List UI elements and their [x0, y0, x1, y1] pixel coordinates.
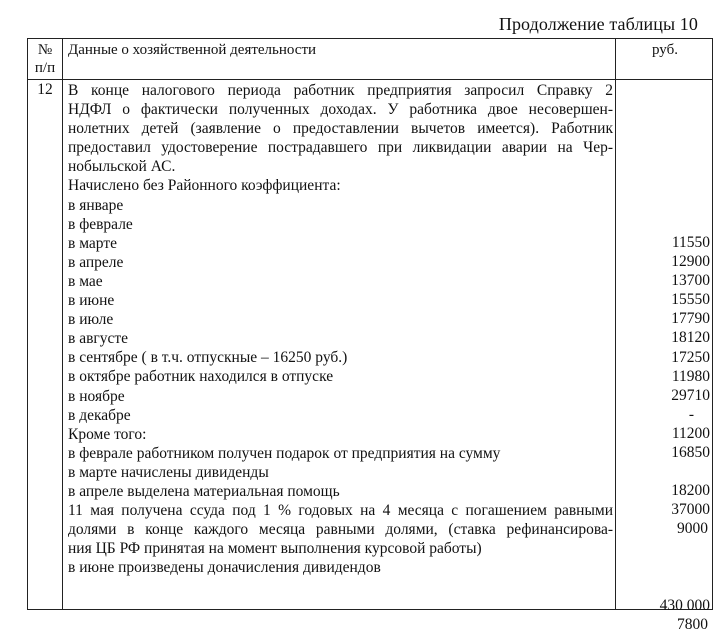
- spacer: [616, 462, 710, 481]
- intro-line: нобыльской АС.: [68, 158, 176, 176]
- month-value: 12900: [671, 253, 710, 271]
- intro-line: В конце налогового периода работник предприятия запросил Справку 2: [68, 82, 613, 99]
- extra-value: 9000: [677, 520, 708, 538]
- header-divider: [28, 79, 712, 80]
- month-value: 11200: [671, 424, 710, 442]
- extra-label: в марте начислены дивиденды: [68, 463, 269, 481]
- header-number-abbr: п/п: [34, 60, 56, 76]
- month-value: -: [688, 405, 694, 423]
- row-number: 12: [37, 81, 53, 98]
- intro-line: нолетних детей (заявление о предоставлении вычетов имеется). Работник: [68, 120, 613, 138]
- month-label: в июле: [68, 311, 114, 329]
- month-value: 13700: [671, 272, 710, 290]
- tail-value: 7800: [677, 615, 708, 633]
- header-number-symbol: №: [37, 42, 53, 58]
- last-item-value: 430 000: [659, 596, 710, 614]
- month-label: в июне: [68, 292, 115, 310]
- extra-label: в апреле выделена материальная помощь: [68, 482, 340, 500]
- extra-label: в феврале работником получен подарок от предприятия на сумму: [68, 444, 501, 462]
- month-label: в апреле: [68, 253, 124, 271]
- month-label: в августе: [68, 330, 129, 348]
- extra-value: 37000: [671, 501, 710, 519]
- month-label: в сентябре ( в т.ч. отпускные – 16250 руб.): [68, 349, 348, 367]
- month-value: 11550: [671, 234, 710, 251]
- row-values: [616, 233, 710, 634]
- spacer: [616, 539, 710, 558]
- spacer: [616, 577, 710, 596]
- month-label: в мае: [68, 272, 103, 290]
- intro-line: НДФЛ о фактически полученных доходах. У работника двое несовершен-: [68, 101, 613, 119]
- month-value: 11980: [671, 367, 710, 385]
- besides-heading: Кроме того:: [68, 425, 147, 443]
- month-label: в марте: [68, 234, 117, 252]
- table-caption: Продолжение таблицы 10: [498, 14, 698, 34]
- month-label: в ноябре: [68, 387, 125, 405]
- loan-line: 11 мая получена ссуда под 1 % годовых на 4 месяца с погашением равными: [68, 502, 613, 520]
- month-value: 17790: [671, 310, 710, 328]
- header-description: Данные о хозяйственной деятельности: [68, 42, 317, 58]
- accrued-heading: Начислено без Районного коэффициента:: [68, 177, 341, 195]
- column-divider: [62, 39, 63, 609]
- month-label: в декабре: [68, 406, 131, 424]
- month-value: 17250: [671, 348, 710, 366]
- month-label: в феврале: [68, 215, 133, 233]
- intro-line: предоставил удостоверение пострадавшего при ликвидации аварии на Чер-: [68, 139, 613, 157]
- data-table: [27, 38, 713, 633]
- row-description: [68, 81, 613, 577]
- loan-line: ния ЦБ РФ принятая на момент выполнения курсовой работы): [68, 540, 482, 558]
- extra-value: 18200: [671, 482, 710, 500]
- month-value: 15550: [671, 291, 710, 309]
- header-unit: руб.: [652, 42, 678, 58]
- loan-line: долями в конце каждого месяца равными долями, (ставка рефинансирова-: [68, 521, 613, 539]
- month-value: 18120: [671, 329, 710, 347]
- month-label: в октябре работник находился в отпуске: [68, 368, 334, 386]
- last-item-label: в июне произведены доначисления дивидендов: [68, 559, 381, 577]
- header-number: [28, 41, 62, 77]
- month-value: 29710: [671, 386, 710, 404]
- month-value: 16850: [671, 444, 710, 462]
- spacer: [616, 558, 710, 577]
- month-label: в январе: [68, 196, 124, 214]
